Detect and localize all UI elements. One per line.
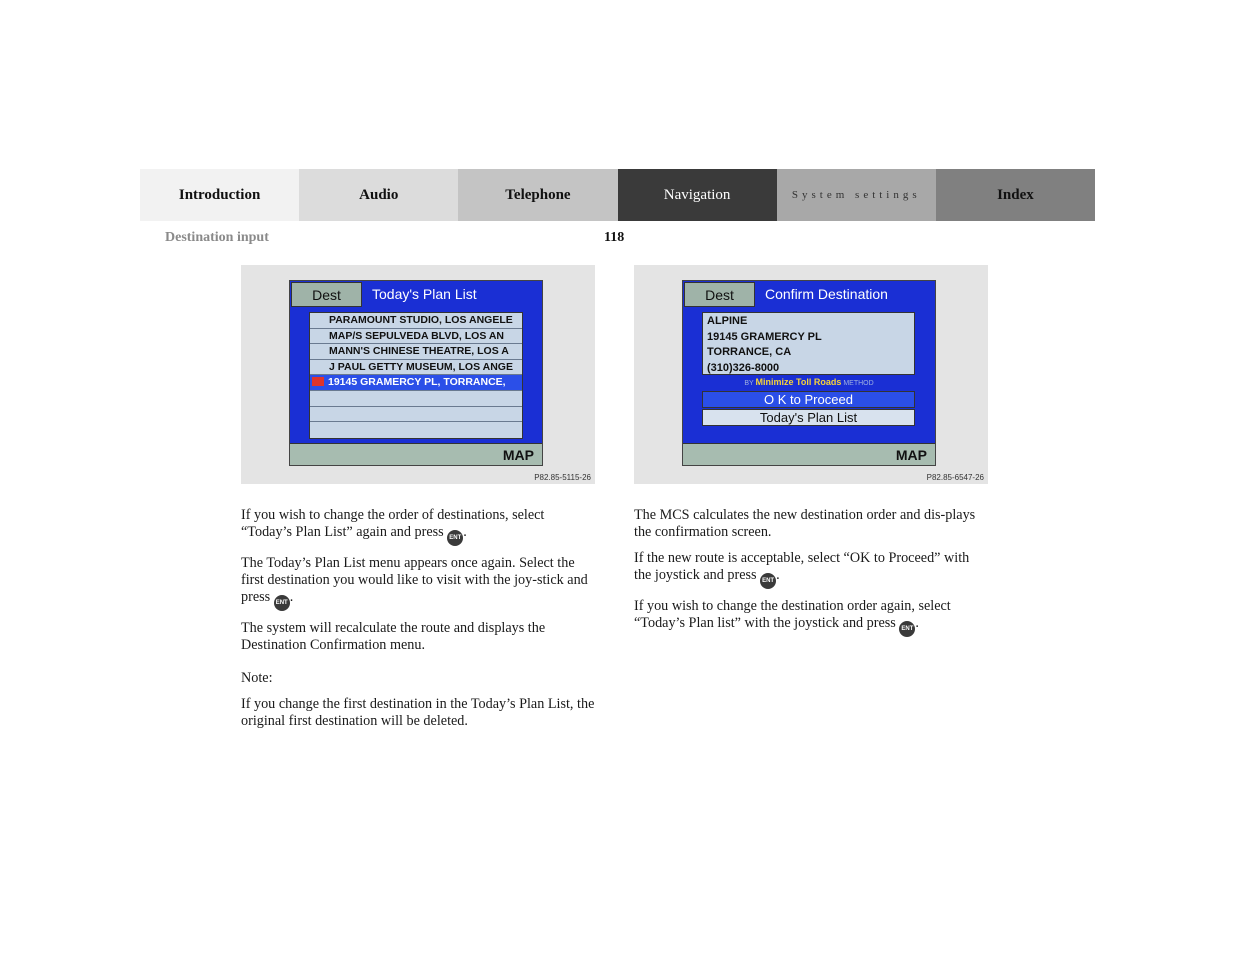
- screenshot-confirm-destination: [634, 265, 988, 484]
- destination-name: ALPINE: [707, 315, 748, 327]
- screenshot-todays-plan-list: [241, 265, 595, 484]
- list-item: MAP/S SEPULVEDA BLVD, LOS AN: [310, 329, 522, 345]
- map-label: MAP: [502, 447, 534, 463]
- note-label: Note:: [241, 670, 273, 686]
- screen-header: [290, 281, 542, 309]
- chapter-tab-bar: [140, 169, 1095, 221]
- flag-icon: [312, 377, 324, 386]
- paragraph-text: The Today’s Plan List menu appears once again. Select the first destination you would like to visit with the joy-stick and press: [241, 555, 588, 605]
- method-prefix: BY: [744, 380, 754, 387]
- figure-reference: P82.85-5115-26: [534, 473, 591, 482]
- paragraph: The MCS calculates the new destination order and dis-plays the confirmation screen.: [634, 507, 976, 540]
- tab-system-settings[interactable]: System settings: [777, 169, 936, 221]
- method-value: Minimize Toll Roads: [755, 377, 842, 387]
- list-item-empty: [310, 407, 522, 423]
- destination-phone: (310)326-8000: [707, 361, 780, 374]
- screen-header: [683, 281, 935, 309]
- paragraph: The Today’s Plan List menu appears once again. Select the first destination you would like to visit with the joy-stick and press ENT .: [241, 555, 596, 611]
- method-suffix: METHOD: [843, 380, 874, 387]
- route-method: [683, 377, 935, 387]
- tab-introduction[interactable]: Introduction: [140, 169, 299, 221]
- ent-button-icon: ENT: [447, 530, 463, 546]
- map-label: MAP: [895, 447, 927, 463]
- tab-navigation[interactable]: Navigation: [618, 169, 777, 221]
- screen-footer: [683, 443, 935, 465]
- display-screen: [682, 280, 936, 466]
- tab-telephone[interactable]: Telephone: [458, 169, 617, 221]
- list-item-label: 19145 GRAMERCY PL, TORRANCE,: [328, 376, 506, 389]
- display-screen: [289, 280, 543, 466]
- paragraph: If you wish to change the destination order again, select “Today’s Plan list” with the joystick and press ENT .: [634, 598, 989, 637]
- ent-button-icon: ENT: [899, 621, 915, 637]
- page-number: 118: [604, 230, 625, 245]
- paragraph-text: If you wish to change the order of destinations, select “Today’s Plan List” again and press: [241, 507, 545, 540]
- tab-audio[interactable]: Audio: [299, 169, 458, 221]
- list-item-selected: [310, 375, 522, 391]
- list-item-empty: [310, 422, 522, 438]
- list-item-empty: [310, 391, 522, 407]
- ent-button-icon: ENT: [274, 595, 290, 611]
- section-title: Destination input: [165, 230, 269, 245]
- screen-title: Today's Plan List: [372, 286, 477, 302]
- paragraph-text: If you wish to change the destination order again, select “Today’s Plan list” with the joystick and press: [634, 598, 951, 631]
- paragraph-text: If the new route is acceptable, select “OK to Proceed” with the joystick and press: [634, 550, 970, 583]
- text-column-left: [241, 507, 596, 739]
- note-text: If you change the first destination in the Today’s Plan List, the original first destination will be deleted.: [241, 696, 595, 729]
- text-column-right: [634, 507, 989, 646]
- destination-street: 19145 GRAMERCY PL: [707, 330, 822, 343]
- list-item: PARAMOUNT STUDIO, LOS ANGELE: [310, 313, 522, 329]
- todays-plan-list-option: Today's Plan List: [702, 409, 915, 426]
- paragraph: The system will recalculate the route and displays the Destination Confirmation menu.: [241, 620, 546, 653]
- screen-title: Confirm Destination: [765, 286, 888, 302]
- figure-reference: P82.85-6547-26: [926, 473, 984, 482]
- dest-button: Dest: [684, 282, 755, 307]
- dest-button: Dest: [291, 282, 362, 307]
- list-item: J PAUL GETTY MUSEUM, LOS ANGE: [310, 360, 522, 376]
- paragraph: If you wish to change the order of destinations, select “Today’s Plan List” again and press ENT .: [241, 507, 596, 546]
- tab-index[interactable]: Index: [936, 169, 1095, 221]
- destination-info: [702, 312, 915, 375]
- paragraph: If the new route is acceptable, select “OK to Proceed” with the joystick and press ENT .: [634, 550, 989, 589]
- screen-footer: [290, 443, 542, 465]
- ok-to-proceed-option: O K to Proceed: [702, 391, 915, 408]
- plan-list: [309, 312, 523, 439]
- destination-city: TORRANCE, CA: [707, 346, 792, 358]
- ent-button-icon: ENT: [760, 573, 776, 589]
- list-item: MANN'S CHINESE THEATRE, LOS A: [310, 344, 522, 360]
